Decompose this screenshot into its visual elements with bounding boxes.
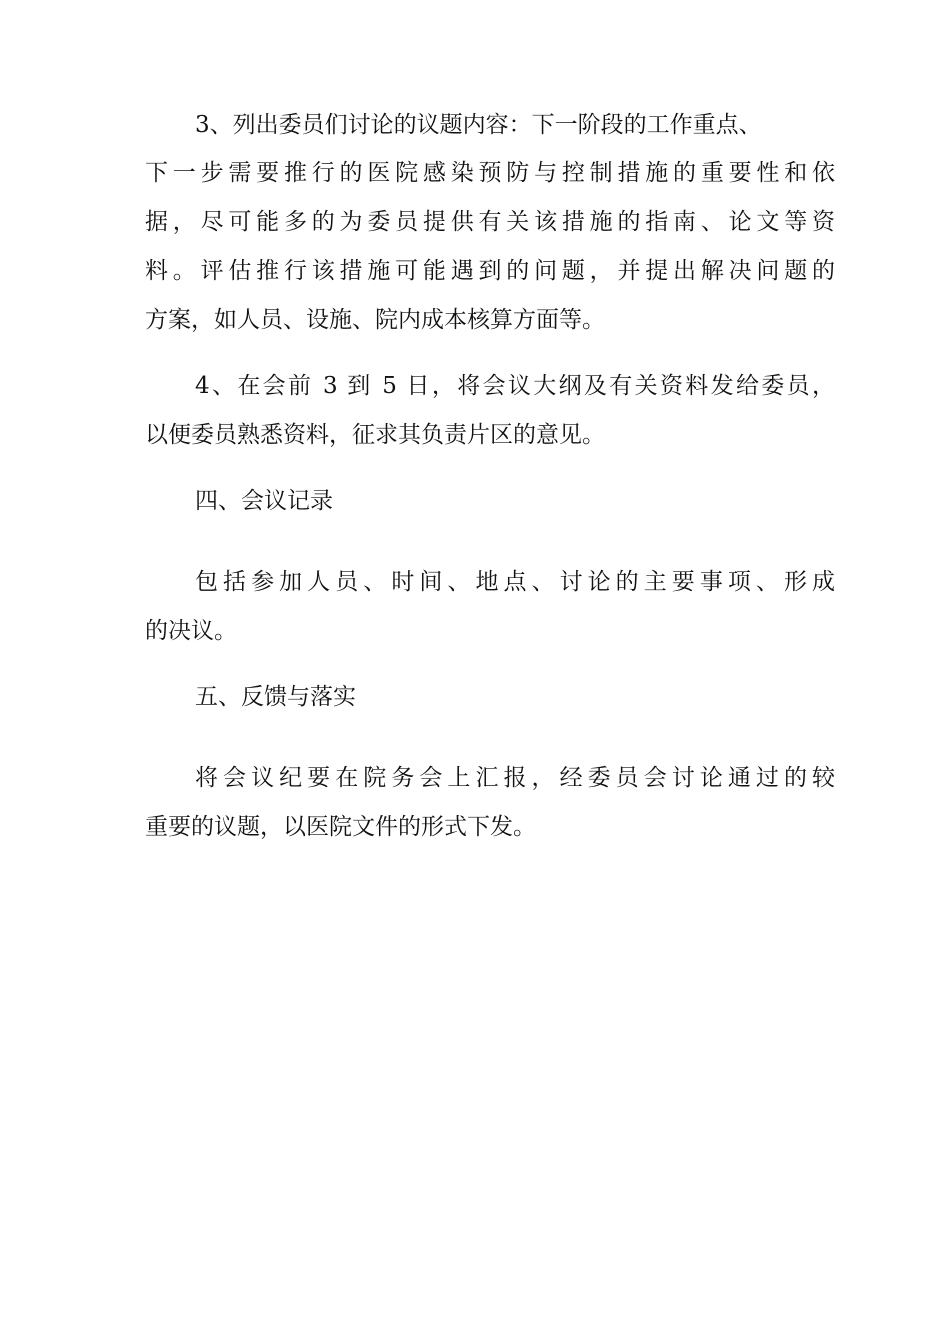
section-heading-meeting-records: 四、会议记录 (195, 488, 333, 514)
item3-line-2: 下一步需要推行的医院感染预防与控制措施的重要性和依 (145, 160, 835, 186)
section4-paragraph-line-1: 包括参加人员、时间、地点、讨论的主要事项、形成 (195, 569, 835, 595)
section5-paragraph-line-1: 将会议纪要在院务会上汇报，经委员会讨论通过的较 (195, 765, 835, 791)
item3-line-5: 方案，如人员、设施、院内成本核算方面等。 (145, 307, 605, 333)
item4-line-2: 以便委员熟悉资料，征求其负责片区的意见。 (145, 422, 605, 448)
item3-line-4: 料。评估推行该措施可能遇到的问题，并提出解决问题的 (145, 258, 835, 284)
section-heading-feedback: 五、反馈与落实 (195, 684, 356, 710)
item3-line-3: 据，尽可能多的为委员提供有关该措施的指南、论文等资 (145, 209, 835, 235)
item4-line-1: 4、在会前 3 到 5 日，将会议大纲及有关资料发给委员， (195, 373, 835, 399)
section4-paragraph-line-2: 的决议。 (145, 618, 237, 644)
item3-line-1: 3、列出委员们讨论的议题内容：下一阶段的工作重点、 (195, 112, 762, 138)
section5-paragraph-line-2: 重要的议题，以医院文件的形式下发。 (145, 814, 536, 840)
